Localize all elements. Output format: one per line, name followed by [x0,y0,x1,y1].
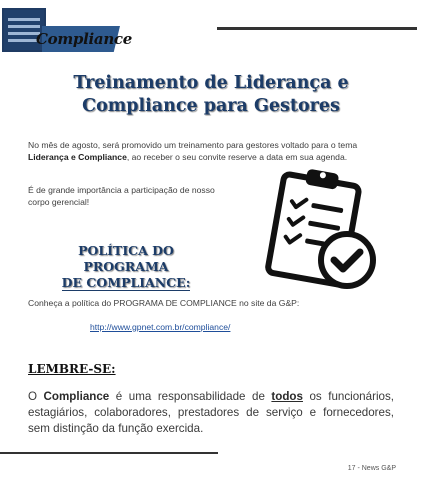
policy-line-1: POLÍTICA DO PROGRAMA [78,243,174,274]
title-line-1: Treinamento de Liderança e [73,73,349,93]
intro-text-1: No mês de agosto, será promovido um treinamento para gestores voltado para o tema [28,140,358,150]
reminder-text-o: O [28,390,44,403]
policy-line-2: DE COMPLIANCE: [61,275,191,290]
top-divider [217,27,417,30]
reminder-text-1: é uma responsabilidade de [109,390,272,403]
compliance-link[interactable]: http://www.gpnet.com.br/compliance/ [90,322,231,332]
reminder-heading: LEMBRE-SE: [28,362,116,376]
reminder-paragraph [28,389,394,437]
compliance-logo [2,8,133,52]
page-footer: 17 - News G&P [347,465,396,472]
policy-paragraph: Conheça a política do PROGRAMA DE COMPLIANCE no site da G&P: [28,298,300,308]
reminder-bold-compliance: Compliance [43,390,110,403]
intro-bold-topic: Liderança e Compliance [28,152,127,162]
reminder-bold-todos: todos [271,390,303,403]
policy-heading [44,243,208,291]
page-title [0,72,422,118]
importance-paragraph: É de grande importância a participação de nosso corpo gerencial! [28,185,215,207]
title-line-2: Compliance para Gestores [82,96,340,116]
bottom-divider [0,452,218,454]
reminder-text-2: os funcionários, estagiários, colaboradores, prestadores de serviço e fornecedores, sem distinção da função exercida. [28,390,394,435]
clipboard-check-icon [262,166,380,290]
intro-text-2: , ao receber o seu convite reserve a data em sua agenda. [126,152,348,162]
intro-paragraph [28,139,395,163]
logo-text: Compliance [36,30,133,48]
